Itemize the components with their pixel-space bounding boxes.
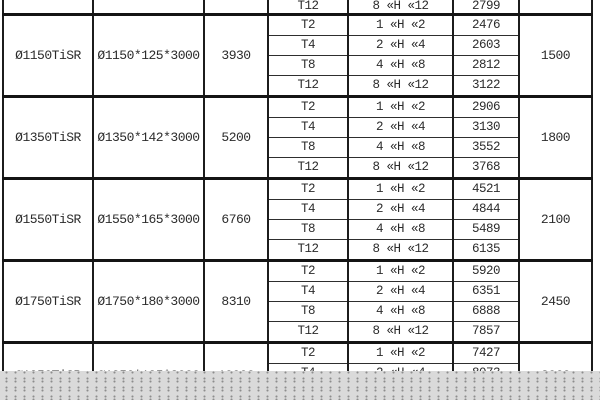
cell-hrange: 4 «H «8 xyxy=(348,301,453,321)
cell-value: 6135 xyxy=(453,239,519,260)
cell-group-cut xyxy=(519,0,592,14)
cell-tcode: T12 xyxy=(268,157,348,178)
cell-value: 3552 xyxy=(453,137,519,157)
cell-hrange: 8 «H «12 xyxy=(348,157,453,178)
cell-hrange: 8 «H «12 xyxy=(348,321,453,342)
cell-model: Ø1550TiSR xyxy=(3,178,93,260)
table-row xyxy=(3,14,592,35)
cell-hrange: 4 «H «8 xyxy=(348,55,453,75)
table-row xyxy=(3,96,592,117)
cell-value: 2799 xyxy=(453,0,519,14)
cell-tcode: T4 xyxy=(268,199,348,219)
cell-size: Ø1350*142*3000 xyxy=(93,96,204,178)
cell-tcode: T8 xyxy=(268,219,348,239)
cell-weight: 5200 xyxy=(204,96,268,178)
cell-tcode: T12 xyxy=(268,75,348,96)
cell-value: 6351 xyxy=(453,281,519,301)
cell-model: Ø1150TiSR xyxy=(3,14,93,96)
cell-value: 5920 xyxy=(453,260,519,281)
cell-model: Ø1750TiSR xyxy=(3,260,93,342)
table-row xyxy=(3,260,592,281)
cell-hrange: 4 «H «8 xyxy=(348,137,453,157)
cell-tcode: T2 xyxy=(268,342,348,363)
cell-size: Ø1150*125*3000 xyxy=(93,14,204,96)
cell-hrange: 8 «H «12 xyxy=(348,75,453,96)
cell-value: 3768 xyxy=(453,157,519,178)
cell-group-value: 1500 xyxy=(519,14,592,96)
cell-tcode: T4 xyxy=(268,281,348,301)
cell-tcode: T4 xyxy=(268,35,348,55)
cell-value: 2812 xyxy=(453,55,519,75)
cell-value: 2476 xyxy=(453,14,519,35)
cell-value: 4521 xyxy=(453,178,519,199)
cell-tcode: T12 xyxy=(268,0,348,14)
cell-tcode: T12 xyxy=(268,239,348,260)
cell-tcode: T2 xyxy=(268,96,348,117)
cell-tcode: T2 xyxy=(268,260,348,281)
cell-hrange: 2 «H «4 xyxy=(348,199,453,219)
cell-tcode: T8 xyxy=(268,301,348,321)
cell-value: 2906 xyxy=(453,96,519,117)
cell-value: 4844 xyxy=(453,199,519,219)
gray-halftone-band xyxy=(0,371,600,400)
cell-hrange: 8 «H «12 xyxy=(348,0,453,14)
cell-hrange: 8 «H «12 xyxy=(348,239,453,260)
cell-group-value: 1800 xyxy=(519,96,592,178)
cell-hrange: 1 «H «2 xyxy=(348,178,453,199)
cell-tcode: T8 xyxy=(268,137,348,157)
cell-value: 2603 xyxy=(453,35,519,55)
cell-value: 3122 xyxy=(453,75,519,96)
cell-hrange: 2 «H «4 xyxy=(348,281,453,301)
cell-size: Ø1550*165*3000 xyxy=(93,178,204,260)
spec-table xyxy=(2,0,593,383)
cell-value: 6888 xyxy=(453,301,519,321)
cell-weight: 6760 xyxy=(204,178,268,260)
cell-value: 3130 xyxy=(453,117,519,137)
cell-tcode: T8 xyxy=(268,55,348,75)
cell-hrange: 4 «H «8 xyxy=(348,219,453,239)
cell-weight-cut xyxy=(204,0,268,14)
table-row-partial xyxy=(3,0,592,14)
cell-hrange: 2 «H «4 xyxy=(348,117,453,137)
cell-hrange: 1 «H «2 xyxy=(348,260,453,281)
cell-weight: 3930 xyxy=(204,14,268,96)
cell-group-value: 2100 xyxy=(519,178,592,260)
cell-tcode: T2 xyxy=(268,178,348,199)
cell-tcode: T2 xyxy=(268,14,348,35)
cell-hrange: 1 «H «2 xyxy=(348,14,453,35)
cell-hrange: 1 «H «2 xyxy=(348,342,453,363)
table-row xyxy=(3,342,592,363)
cell-hrange: 2 «H «4 xyxy=(348,35,453,55)
cell-model-cut xyxy=(3,0,93,14)
cell-value: 7857 xyxy=(453,321,519,342)
cell-group-value: 2450 xyxy=(519,260,592,342)
cell-size: Ø1750*180*3000 xyxy=(93,260,204,342)
cell-value: 7427 xyxy=(453,342,519,363)
table-row xyxy=(3,178,592,199)
cell-tcode: T12 xyxy=(268,321,348,342)
cell-weight: 8310 xyxy=(204,260,268,342)
cell-hrange: 1 «H «2 xyxy=(348,96,453,117)
cell-size-cut xyxy=(93,0,204,14)
cell-tcode: T4 xyxy=(268,117,348,137)
cell-value: 5489 xyxy=(453,219,519,239)
cell-model: Ø1350TiSR xyxy=(3,96,93,178)
